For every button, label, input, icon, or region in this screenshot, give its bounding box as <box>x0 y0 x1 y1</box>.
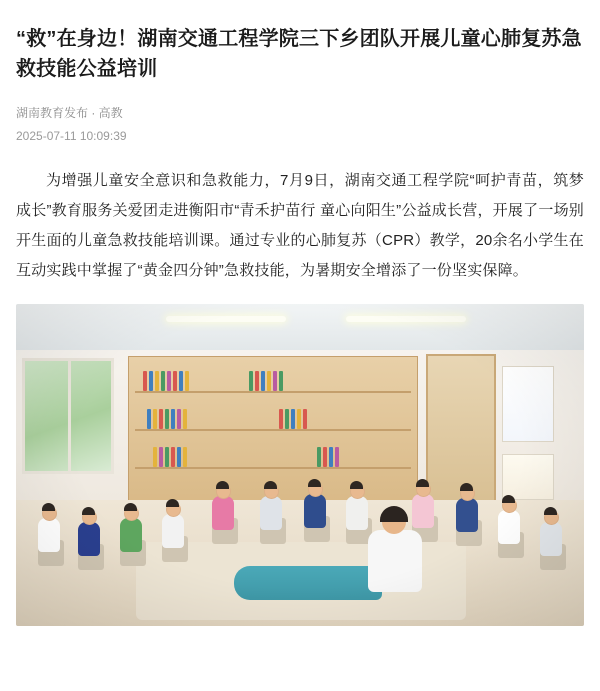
article-photo <box>16 304 584 626</box>
article-meta <box>16 104 584 148</box>
article-timestamp: 2025-07-11 10:09:39 <box>16 129 127 144</box>
page-title: “救”在身边！湖南交通工程学院三下乡团队开展儿童心肺复苏急救技能公益培训 <box>16 28 582 80</box>
article-body <box>16 166 584 286</box>
article-page <box>0 24 600 691</box>
photo-vignette <box>16 304 584 626</box>
article-paragraph: 为增强儿童安全意识和急救能力，7月9日，湖南交通工程学院“呵护青苗，筑梦成长”教育服务关爱团走进衡阳市“青禾护苗行 童心向阳生”公益成长营，开展了一场别开生面的儿童急救技能培训课。通过专业的心肺复苏（CPR）教学，20余名小学生在互动实践中掌握了“黄金四分钟”急救技能，为暑期安全增添了一份坚实保障。 <box>16 171 584 279</box>
photo-scene <box>16 304 584 626</box>
article-source: 湖南教育发布 · 高教 <box>16 106 123 120</box>
